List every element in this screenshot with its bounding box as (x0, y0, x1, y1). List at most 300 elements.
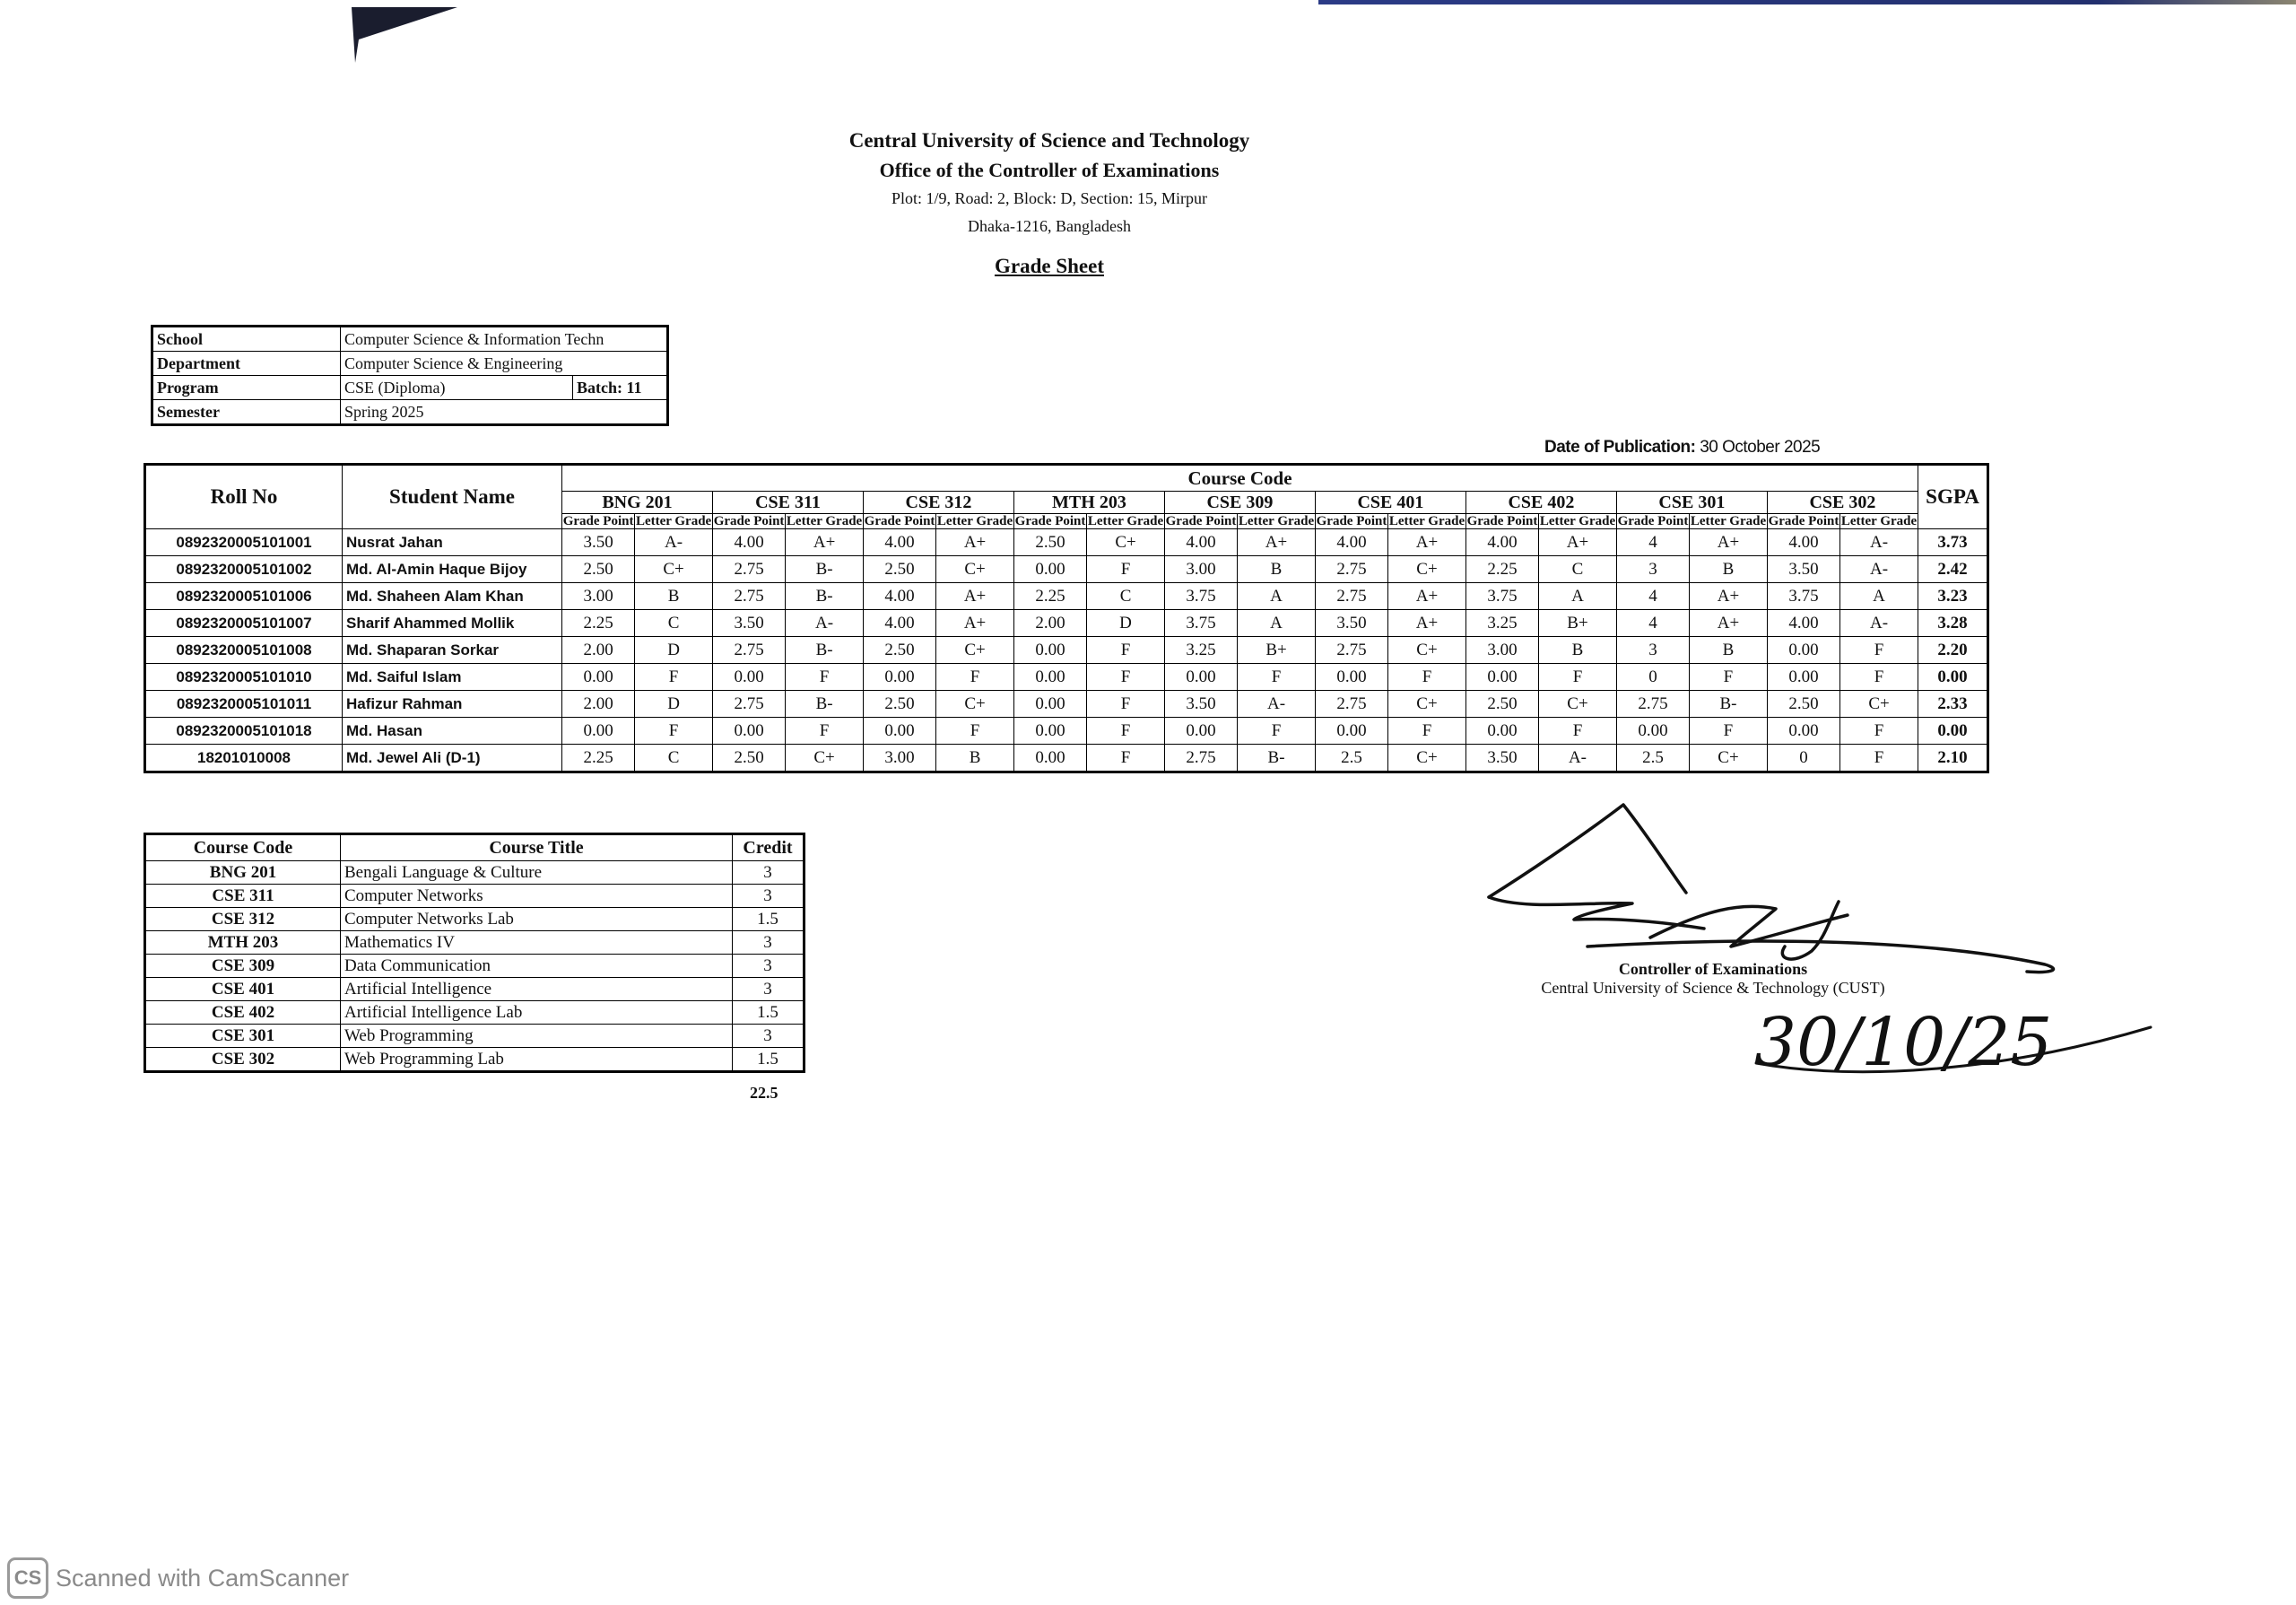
course-header: CSE 402 (1465, 492, 1616, 514)
sgpa-cell: 2.42 (1918, 556, 1988, 583)
course-title-cell: Computer Networks (341, 885, 733, 908)
course-title-cell: Web Programming Lab (341, 1048, 733, 1072)
info-row-school (152, 327, 668, 352)
grade-point-cell: 4.00 (1465, 529, 1538, 556)
grade-point-cell: 0.00 (863, 718, 935, 745)
grade-point-cell: 2.50 (1767, 691, 1839, 718)
table-row (145, 861, 804, 885)
letter-grade-cell: F (1539, 664, 1617, 691)
course-code-cell: CSE 311 (145, 885, 341, 908)
letter-grade-cell: F (1087, 718, 1165, 745)
student-name-cell: Md. Shaparan Sorkar (343, 637, 562, 664)
grade-point-cell: 2.75 (1164, 745, 1237, 772)
letter-grade-cell: C+ (1840, 691, 1918, 718)
course-title-cell: Web Programming (341, 1025, 733, 1048)
student-name-cell: Hafizur Rahman (343, 691, 562, 718)
office-name: Office of the Controller of Examinations (879, 159, 1220, 181)
letter-grade-cell: F (1238, 664, 1316, 691)
table-row (145, 955, 804, 978)
grade-point-cell: 2.25 (1465, 556, 1538, 583)
letter-grade-cell: B- (1238, 745, 1316, 772)
student-name-cell: Md. Hasan (343, 718, 562, 745)
course-code-col-header: Course Code (145, 834, 341, 861)
school-value: Computer Science & Information Techn (341, 327, 668, 352)
grade-point-cell: 3.50 (1465, 745, 1538, 772)
grade-point-cell: 2.75 (1315, 556, 1387, 583)
roll-no-cell: 0892320005101001 (145, 529, 343, 556)
letter-grade-cell: A (1238, 583, 1316, 610)
grade-point-cell: 0.00 (1013, 691, 1086, 718)
letter-grade-cell: C (1087, 583, 1165, 610)
grade-header-row-1 (145, 465, 1988, 492)
info-row-program (152, 376, 668, 400)
semester-label: Semester (152, 400, 341, 425)
grade-point-cell: 0.00 (1164, 718, 1237, 745)
grade-point-cell: 4.00 (863, 583, 935, 610)
grade-point-cell: 4.00 (863, 610, 935, 637)
course-code-header: Course Code (562, 465, 1918, 492)
course-header: CSE 401 (1315, 492, 1465, 514)
letter-grade-cell: A (1539, 583, 1617, 610)
grade-point-cell: 0.00 (1164, 664, 1237, 691)
program-info-table (151, 325, 669, 426)
table-row (145, 885, 804, 908)
controller-institution: Central University of Science & Technology (CUST) (1541, 979, 1885, 997)
grade-point-cell: 0.00 (1013, 718, 1086, 745)
info-row-semester (152, 400, 668, 425)
letter-grade-cell: F (1388, 718, 1466, 745)
grade-point-cell: 4.00 (863, 529, 935, 556)
course-code-cell: CSE 301 (145, 1025, 341, 1048)
school-label: School (152, 327, 341, 352)
letter-grade-cell: C (1539, 556, 1617, 583)
letter-grade-cell: A+ (1388, 583, 1466, 610)
grade-point-cell: 3.50 (1767, 556, 1839, 583)
grade-point-cell: 4 (1616, 529, 1689, 556)
grade-point-cell: 2.00 (562, 637, 635, 664)
letter-grade-cell: B- (786, 691, 864, 718)
grade-point-subheader: Grade Point (1165, 514, 1237, 528)
letter-grade-cell: A+ (936, 583, 1014, 610)
table-row (145, 1001, 804, 1025)
letter-grade-cell: F (1087, 664, 1165, 691)
letter-grade-cell: C+ (1388, 745, 1466, 772)
grade-point-cell: 2.00 (562, 691, 635, 718)
sgpa-cell: 3.28 (1918, 610, 1988, 637)
grade-point-cell: 0.00 (1013, 637, 1086, 664)
controller-block (1480, 960, 1946, 998)
course-code-cell: CSE 302 (145, 1048, 341, 1072)
course-header: CSE 311 (712, 492, 863, 514)
letter-grade-subheader: Letter Grade (1388, 514, 1465, 528)
grade-point-cell: 2.25 (562, 610, 635, 637)
letter-grade-cell: B (1690, 556, 1768, 583)
grade-point-cell: 0.00 (562, 664, 635, 691)
course-credit-table (144, 833, 805, 1073)
letter-grade-cell: C+ (936, 556, 1014, 583)
letter-grade-cell: B (635, 583, 713, 610)
grade-point-subheader: Grade Point (1617, 514, 1689, 528)
credit-cell: 3 (733, 885, 804, 908)
grade-point-cell: 0.00 (1767, 637, 1839, 664)
batch-value: Batch: 11 (573, 376, 668, 400)
letter-grade-cell: A+ (1388, 529, 1466, 556)
sgpa-cell: 2.33 (1918, 691, 1988, 718)
table-row (145, 1048, 804, 1072)
credit-cell: 3 (733, 978, 804, 1001)
grade-point-cell: 3.00 (1164, 556, 1237, 583)
letter-grade-cell: A+ (1238, 529, 1316, 556)
letter-grade-cell: A (1238, 610, 1316, 637)
credit-cell: 3 (733, 861, 804, 885)
letter-grade-cell: B (1238, 556, 1316, 583)
course-title-cell: Artificial Intelligence Lab (341, 1001, 733, 1025)
grade-point-subheader: Grade Point (1014, 514, 1086, 528)
camscanner-text: Scanned with CamScanner (56, 1564, 350, 1592)
grade-point-cell: 3 (1616, 556, 1689, 583)
table-row (145, 931, 804, 955)
grade-point-cell: 2.00 (1013, 610, 1086, 637)
grade-point-cell: 2.75 (1315, 637, 1387, 664)
grade-point-cell: 3.75 (1164, 583, 1237, 610)
roll-no-cell: 0892320005101008 (145, 637, 343, 664)
table-row (145, 583, 1988, 610)
program-value: CSE (Diploma) (341, 376, 573, 400)
roll-no-cell: 0892320005101018 (145, 718, 343, 745)
grade-point-cell: 2.75 (1616, 691, 1689, 718)
letter-grade-cell: C+ (1087, 529, 1165, 556)
department-label: Department (152, 352, 341, 376)
grade-sheet-title: Grade Sheet (994, 255, 1104, 277)
letter-grade-cell: A+ (1539, 529, 1617, 556)
student-name-cell: Md. Saiful Islam (343, 664, 562, 691)
letter-grade-cell: B (1690, 637, 1768, 664)
letter-grade-subheader: Letter Grade (1690, 514, 1767, 528)
grade-point-cell: 4 (1616, 583, 1689, 610)
letter-grade-cell: F (1690, 664, 1768, 691)
letter-grade-cell: B (936, 745, 1014, 772)
course-header: CSE 301 (1616, 492, 1767, 514)
course-code-cell: CSE 401 (145, 978, 341, 1001)
letter-grade-cell: C (635, 745, 713, 772)
grade-point-cell: 4.00 (1164, 529, 1237, 556)
publication-label: Date of Publication: (1544, 438, 1696, 457)
grade-point-cell: 3.75 (1465, 583, 1538, 610)
grade-point-cell: 2.50 (712, 745, 785, 772)
letter-grade-cell: F (1840, 745, 1918, 772)
letter-grade-cell: A- (1840, 556, 1918, 583)
student-name-cell: Md. Shaheen Alam Khan (343, 583, 562, 610)
letter-grade-cell: F (1840, 637, 1918, 664)
grade-point-cell: 4 (1616, 610, 1689, 637)
university-name: Central University of Science and Technology (848, 129, 1250, 152)
grade-point-cell: 0.00 (562, 718, 635, 745)
letter-grade-cell: F (1238, 718, 1316, 745)
letter-grade-cell: C+ (1539, 691, 1617, 718)
letter-grade-cell: B- (786, 637, 864, 664)
grade-point-cell: 2.50 (562, 556, 635, 583)
letter-grade-cell: C+ (1690, 745, 1768, 772)
letter-grade-cell: F (1690, 718, 1768, 745)
sgpa-cell: 3.73 (1918, 529, 1988, 556)
document-header (771, 126, 1327, 278)
grade-point-cell: 2.25 (562, 745, 635, 772)
letter-grade-cell: B+ (1539, 610, 1617, 637)
grade-point-cell: 0.00 (712, 664, 785, 691)
table-row (145, 691, 1988, 718)
letter-grade-cell: A (1840, 583, 1918, 610)
sgpa-cell: 2.10 (1918, 745, 1988, 772)
grade-point-cell: 4.00 (1315, 529, 1387, 556)
letter-grade-cell: B (1539, 637, 1617, 664)
roll-no-cell: 0892320005101006 (145, 583, 343, 610)
grade-point-subheader: Grade Point (713, 514, 785, 528)
letter-grade-cell: C+ (936, 637, 1014, 664)
letter-grade-cell: A- (635, 529, 713, 556)
publication-date (1544, 438, 1820, 458)
letter-grade-cell: F (635, 664, 713, 691)
roll-no-header: Roll No (145, 465, 343, 529)
letter-grade-cell: F (1539, 718, 1617, 745)
table-row (145, 978, 804, 1001)
grade-point-cell: 0.00 (1013, 745, 1086, 772)
letter-grade-cell: F (1087, 691, 1165, 718)
roll-no-cell: 0892320005101007 (145, 610, 343, 637)
grade-point-cell: 2.75 (712, 691, 785, 718)
credit-cell: 3 (733, 955, 804, 978)
letter-grade-cell: C (635, 610, 713, 637)
course-title-cell: Mathematics IV (341, 931, 733, 955)
course-table-body (145, 861, 804, 1072)
credit-cell: 1.5 (733, 908, 804, 931)
student-name-cell: Md. Al-Amin Haque Bijoy (343, 556, 562, 583)
grade-point-cell: 0.00 (1013, 664, 1086, 691)
department-value: Computer Science & Engineering (341, 352, 668, 376)
letter-grade-cell: A- (1840, 529, 1918, 556)
grade-point-subheader: Grade Point (1316, 514, 1387, 528)
grade-point-cell: 3.50 (712, 610, 785, 637)
table-row (145, 718, 1988, 745)
grade-point-cell: 0.00 (1465, 664, 1538, 691)
letter-grade-cell: F (1840, 664, 1918, 691)
roll-no-cell: 18201010008 (145, 745, 343, 772)
course-title-cell: Artificial Intelligence (341, 978, 733, 1001)
letter-grade-cell: F (1388, 664, 1466, 691)
course-code-cell: BNG 201 (145, 861, 341, 885)
letter-grade-cell: F (1840, 718, 1918, 745)
letter-grade-cell: F (1087, 637, 1165, 664)
grade-point-subheader: Grade Point (562, 514, 634, 528)
letter-grade-cell: F (635, 718, 713, 745)
letter-grade-cell: D (1087, 610, 1165, 637)
grade-point-cell: 2.75 (712, 556, 785, 583)
student-name-cell: Md. Jewel Ali (D-1) (343, 745, 562, 772)
student-name-header: Student Name (343, 465, 562, 529)
grade-point-cell: 2.75 (1315, 583, 1387, 610)
course-header: CSE 312 (863, 492, 1013, 514)
grade-point-cell: 2.50 (863, 556, 935, 583)
letter-grade-cell: F (786, 664, 864, 691)
grade-point-cell: 3.75 (1767, 583, 1839, 610)
letter-grade-subheader: Letter Grade (1087, 514, 1164, 528)
sgpa-cell: 3.23 (1918, 583, 1988, 610)
grade-point-cell: 2.50 (863, 691, 935, 718)
course-header: CSE 309 (1164, 492, 1315, 514)
table-row (145, 556, 1988, 583)
letter-grade-subheader: Letter Grade (1238, 514, 1315, 528)
letter-grade-cell: A+ (1690, 583, 1768, 610)
grade-point-cell: 3.50 (1164, 691, 1237, 718)
publication-date-value: 30 October 2025 (1700, 438, 1821, 457)
credit-col-header: Credit (733, 834, 804, 861)
grade-point-cell: 2.50 (863, 637, 935, 664)
semester-value: Spring 2025 (341, 400, 668, 425)
sgpa-cell: 2.20 (1918, 637, 1988, 664)
course-code-cell: CSE 312 (145, 908, 341, 931)
letter-grade-cell: A+ (1690, 610, 1768, 637)
course-header: MTH 203 (1013, 492, 1164, 514)
letter-grade-cell: B+ (1238, 637, 1316, 664)
credit-cell: 1.5 (733, 1001, 804, 1025)
grade-point-cell: 3.00 (1465, 637, 1538, 664)
credit-cell: 1.5 (733, 1048, 804, 1072)
folded-corner-mark (352, 7, 459, 65)
grade-point-cell: 3.25 (1164, 637, 1237, 664)
grade-point-cell: 0.00 (1013, 556, 1086, 583)
letter-grade-cell: F (1087, 745, 1165, 772)
letter-grade-cell: F (936, 664, 1014, 691)
letter-grade-cell: A- (1238, 691, 1316, 718)
grade-point-cell: 0.00 (1616, 718, 1689, 745)
letter-grade-cell: B- (1690, 691, 1768, 718)
scan-edge-strip (1318, 0, 2296, 4)
sgpa-header: SGPA (1918, 465, 1988, 529)
grade-point-cell: 0.00 (1315, 718, 1387, 745)
info-row-department (152, 352, 668, 376)
letter-grade-cell: F (1087, 556, 1165, 583)
grade-point-cell: 2.75 (1315, 691, 1387, 718)
letter-grade-cell: A+ (936, 529, 1014, 556)
letter-grade-cell: C+ (936, 691, 1014, 718)
grade-point-cell: 3 (1616, 637, 1689, 664)
course-code-cell: MTH 203 (145, 931, 341, 955)
grade-point-cell: 3.50 (1315, 610, 1387, 637)
camscanner-watermark (7, 1557, 349, 1599)
letter-grade-cell: A+ (936, 610, 1014, 637)
letter-grade-subheader: Letter Grade (936, 514, 1013, 528)
student-name-cell: Sharif Ahammed Mollik (343, 610, 562, 637)
course-title-cell: Data Communication (341, 955, 733, 978)
table-row (145, 908, 804, 931)
letter-grade-subheader: Letter Grade (635, 514, 712, 528)
grade-point-cell: 2.75 (712, 583, 785, 610)
letter-grade-cell: F (786, 718, 864, 745)
controller-role: Controller of Examinations (1618, 960, 1808, 978)
course-table-header (145, 834, 804, 861)
grade-point-cell: 0.00 (1767, 664, 1839, 691)
letter-grade-cell: A+ (1388, 610, 1466, 637)
table-row (145, 637, 1988, 664)
grade-point-cell: 0 (1616, 664, 1689, 691)
letter-grade-cell: B- (786, 583, 864, 610)
student-name-cell: Nusrat Jahan (343, 529, 562, 556)
letter-grade-cell: C+ (1388, 637, 1466, 664)
grade-point-cell: 0.00 (1315, 664, 1387, 691)
grade-point-cell: 2.50 (1013, 529, 1086, 556)
letter-grade-subheader: Letter Grade (786, 514, 863, 528)
letter-grade-cell: A+ (786, 529, 864, 556)
grade-point-cell: 4.00 (1767, 529, 1839, 556)
grade-point-cell: 0.00 (863, 664, 935, 691)
letter-grade-cell: B- (786, 556, 864, 583)
sgpa-cell: 0.00 (1918, 718, 1988, 745)
credit-total: 22.5 (750, 1084, 778, 1102)
camscanner-logo-icon: CS (7, 1557, 48, 1599)
credit-cell: 3 (733, 931, 804, 955)
letter-grade-cell: C+ (1388, 556, 1466, 583)
grade-point-cell: 0.00 (1767, 718, 1839, 745)
roll-no-cell: 0892320005101010 (145, 664, 343, 691)
course-title-cell: Bengali Language & Culture (341, 861, 733, 885)
letter-grade-cell: F (936, 718, 1014, 745)
table-row (145, 1025, 804, 1048)
address-line-2: Dhaka-1216, Bangladesh (968, 217, 1131, 235)
sgpa-cell: 0.00 (1918, 664, 1988, 691)
grade-table-body (145, 529, 1988, 772)
credit-cell: 3 (733, 1025, 804, 1048)
letter-grade-cell: D (635, 637, 713, 664)
grade-point-cell: 4.00 (712, 529, 785, 556)
letter-grade-cell: A+ (1690, 529, 1768, 556)
letter-grade-cell: A- (786, 610, 864, 637)
course-header: BNG 201 (562, 492, 713, 514)
course-code-cell: CSE 309 (145, 955, 341, 978)
roll-no-cell: 0892320005101002 (145, 556, 343, 583)
grade-point-cell: 2.25 (1013, 583, 1086, 610)
grade-point-cell: 0.00 (1465, 718, 1538, 745)
course-title-col-header: Course Title (341, 834, 733, 861)
grade-point-cell: 0 (1767, 745, 1839, 772)
grade-table (144, 463, 1989, 773)
handwritten-date (1749, 1000, 2161, 1108)
table-row (145, 745, 1988, 772)
letter-grade-cell: C+ (635, 556, 713, 583)
grade-point-cell: 2.50 (1465, 691, 1538, 718)
letter-grade-subheader: Letter Grade (1840, 514, 1918, 528)
grade-point-cell: 0.00 (712, 718, 785, 745)
letter-grade-cell: C+ (786, 745, 864, 772)
course-header: CSE 302 (1767, 492, 1918, 514)
grade-point-cell: 4.00 (1767, 610, 1839, 637)
grade-point-cell: 3.00 (863, 745, 935, 772)
letter-grade-cell: A- (1539, 745, 1617, 772)
grade-point-cell: 3.00 (562, 583, 635, 610)
grade-point-cell: 2.5 (1315, 745, 1387, 772)
grade-point-subheader: Grade Point (864, 514, 935, 528)
letter-grade-cell: C+ (1388, 691, 1466, 718)
letter-grade-cell: A- (1840, 610, 1918, 637)
grade-point-cell: 3.25 (1465, 610, 1538, 637)
course-code-cell: CSE 402 (145, 1001, 341, 1025)
program-label: Program (152, 376, 341, 400)
letter-grade-cell: D (635, 691, 713, 718)
grade-point-subheader: Grade Point (1466, 514, 1538, 528)
letter-grade-subheader: Letter Grade (1539, 514, 1616, 528)
handwritten-date-text: 30/10/25 (1754, 1004, 2053, 1081)
table-row (145, 529, 1988, 556)
course-title-cell: Computer Networks Lab (341, 908, 733, 931)
grade-point-cell: 2.5 (1616, 745, 1689, 772)
